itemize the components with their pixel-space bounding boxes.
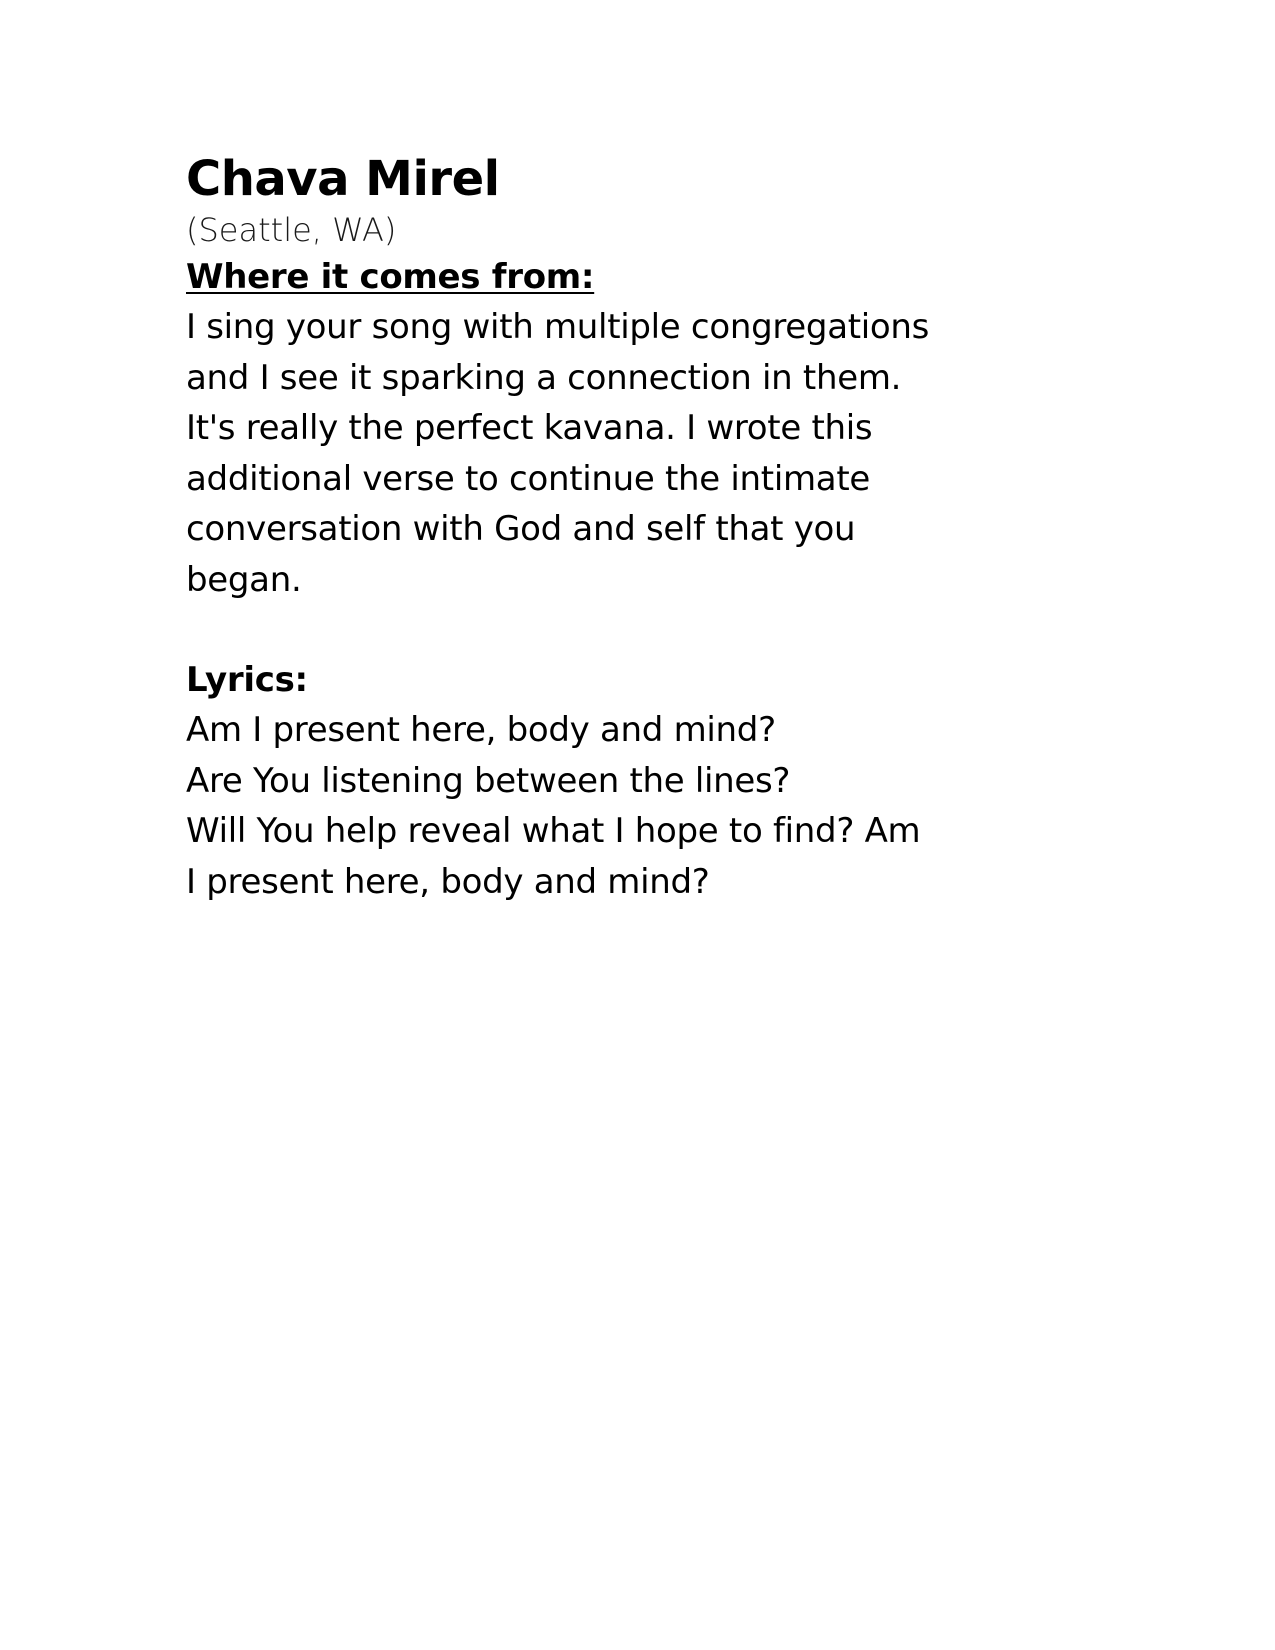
where-line: began. <box>186 559 302 600</box>
lyrics-line: Will You help reveal what I hope to find? Am <box>186 811 921 851</box>
lyrics-paragraph <box>186 705 1086 907</box>
page-title: Chava Mirel <box>186 151 500 207</box>
where-line: I sing your song with multiple congregations <box>186 307 930 347</box>
where-line: and I see it sparking a connection in them. <box>186 357 902 398</box>
where-line: It's really the perfect kavana. I wrote this <box>186 408 873 448</box>
lyrics-heading: Lyrics: <box>186 660 308 700</box>
where-line: additional verse to continue the intimate <box>186 458 870 499</box>
lyrics-line: I present here, body and mind? <box>186 861 710 902</box>
document-page <box>186 150 1086 907</box>
where-paragraph <box>186 302 1086 605</box>
where-heading: Where it comes from: <box>186 257 595 297</box>
location-text: (Seattle, WA) <box>186 211 397 249</box>
spacer <box>186 605 1086 655</box>
lyrics-line: Are You listening between the lines? <box>186 760 791 801</box>
lyrics-line: Am I present here, body and mind? <box>186 710 776 750</box>
where-line: conversation with God and self that you <box>186 509 856 549</box>
